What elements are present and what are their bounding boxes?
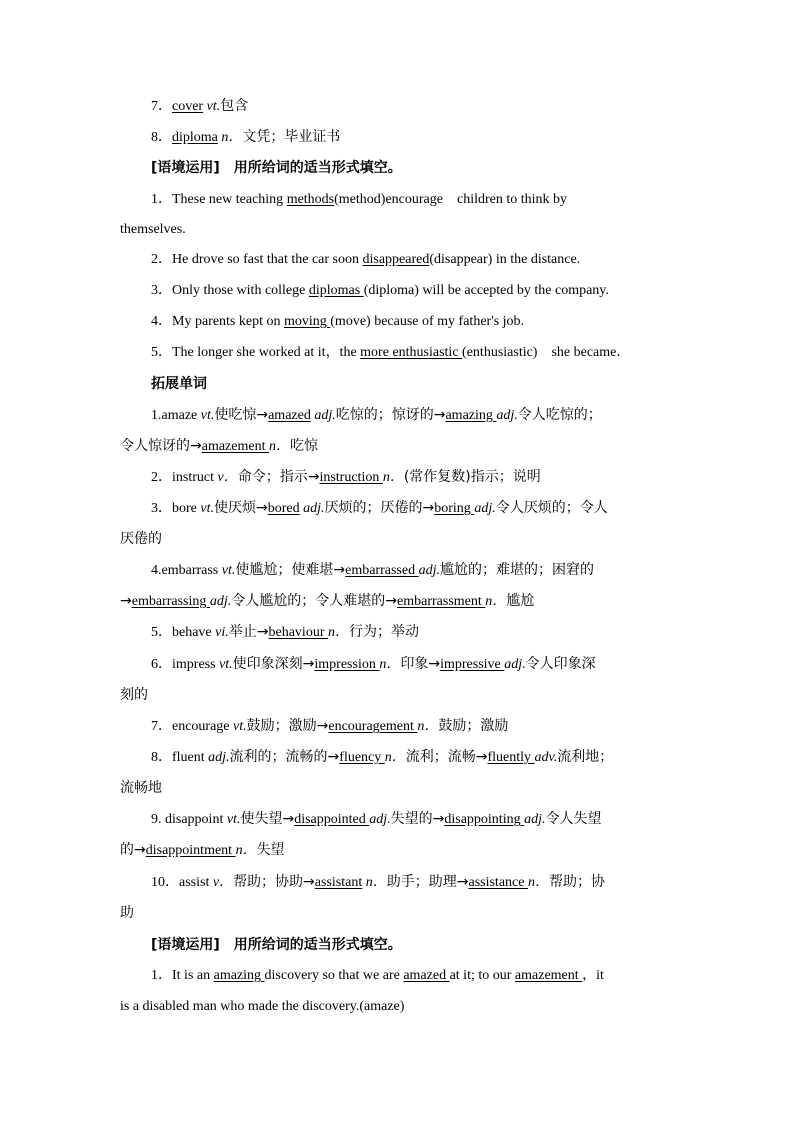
answer-blank: diplomas bbox=[308, 283, 364, 298]
answer-blank: boring bbox=[434, 501, 475, 516]
answer-blank: disappointment bbox=[145, 843, 236, 858]
expand-item-3-cont: 厌倦的 bbox=[120, 531, 162, 547]
answer-blank: cover bbox=[172, 99, 204, 114]
answer-blank: amazing bbox=[213, 968, 265, 983]
exercise-item-4: 4．My parents kept on moving (move) because of my father's job. bbox=[151, 314, 525, 329]
answer-blank: embarrassing bbox=[131, 594, 210, 609]
answer-blank: impressive bbox=[440, 657, 505, 672]
expand-item-10: 10．assist v．帮助；协助→assistant n．助手；助理→assistance n．帮助；协 bbox=[151, 874, 605, 890]
expand-item-8: 8．fluent adj.流利的；流畅的→fluency n．流利；流畅→fluently adv.流利地； bbox=[151, 749, 614, 765]
exercise-item-1: 1．These new teaching methods(method)encourage children to think by bbox=[151, 192, 568, 207]
answer-blank: amazed bbox=[268, 408, 311, 423]
answer-blank: amazement bbox=[514, 968, 583, 983]
exercise2-item-1: 1．It is an amazing discovery so that we are amazed at it; to our amazement ，it bbox=[151, 968, 604, 983]
answer-blank: assistant bbox=[314, 875, 363, 890]
expand-item-8-cont: 流畅地 bbox=[120, 780, 162, 796]
expand-header: 拓展单词 bbox=[151, 376, 207, 392]
answer-blank: fluency bbox=[339, 750, 385, 765]
answer-blank: behaviour bbox=[268, 625, 328, 640]
expand-item-3: 3．bore vt.使厌烦→bored adj.厌烦的；厌倦的→boring adj.令人厌烦的；令人 bbox=[151, 500, 608, 516]
expand-item-4-cont: →embarrassing adj.令人尴尬的；令人难堪的→embarrassment n．尴尬 bbox=[120, 593, 535, 609]
answer-blank: amazing bbox=[445, 408, 497, 423]
vocab-item-8: 8．diploma n．文凭；毕业证书 bbox=[151, 129, 341, 145]
answer-blank: methods bbox=[286, 192, 335, 207]
expand-item-4: 4.embarrass vt.使尴尬；使难堪→embarrassed adj.尴尬的；难堪的；困窘的 bbox=[151, 562, 594, 578]
answer-blank: bored bbox=[267, 501, 300, 516]
answer-blank: impression bbox=[314, 657, 380, 672]
answer-blank: fluently bbox=[487, 750, 535, 765]
answer-blank: embarrassment bbox=[397, 594, 486, 609]
answer-blank: embarrassed bbox=[345, 563, 419, 578]
answer-blank: amazement bbox=[201, 439, 269, 454]
expand-item-10-cont: 助 bbox=[120, 905, 134, 921]
exercise2-item-1-cont: is a disabled man who made the discovery.(amaze) bbox=[120, 999, 405, 1014]
exercise-item-3: 3．Only those with college diplomas (diploma) will be accepted by the company. bbox=[151, 283, 609, 298]
expand-item-7: 7．encourage vt.鼓励；激励→encouragement n．鼓励；激励 bbox=[151, 718, 509, 734]
section-header-2: [语境运用] 用所给词的适当形式填空。 bbox=[151, 937, 402, 953]
expand-item-9: 9. disappoint vt.使失望→disappointed adj.失望的→disappointing adj.令人失望 bbox=[151, 811, 602, 827]
answer-blank: disappointing bbox=[444, 812, 525, 827]
vocab-item-7: 7．cover vt.包含 bbox=[151, 98, 249, 114]
expand-item-5: 5．behave vi.举止→behaviour n．行为；举动 bbox=[151, 624, 419, 640]
expand-item-2: 2．instruct v．命令；指示→instruction n．(常作复数)指示；说明 bbox=[151, 469, 541, 485]
answer-blank: amazed bbox=[403, 968, 450, 983]
expand-item-1: 1.amaze vt.使吃惊→amazed adj.吃惊的；惊讶的→amazing adj.令人吃惊的； bbox=[151, 407, 602, 423]
exercise-item-5: 5．The longer she worked at it，the more enthusiastic (enthusiastic) she became． bbox=[151, 345, 631, 360]
answer-blank: instruction bbox=[319, 470, 383, 485]
exercise-item-1-cont: themselves. bbox=[120, 222, 186, 237]
expand-item-6-cont: 刻的 bbox=[120, 687, 148, 703]
answer-blank: disappointed bbox=[294, 812, 370, 827]
section-header: [语境运用] 用所给词的适当形式填空。 bbox=[151, 160, 402, 176]
answer-blank: moving bbox=[283, 314, 331, 329]
expand-item-1-cont: 令人惊讶的→amazement n．吃惊 bbox=[120, 438, 318, 454]
answer-blank: disappeared bbox=[362, 252, 430, 267]
answer-blank: more enthusiastic bbox=[360, 345, 463, 360]
exercise-item-2: 2．He drove so fast that the car soon disappeared(disappear) in the distance. bbox=[151, 252, 581, 267]
expand-item-9-cont: 的→disappointment n．失望 bbox=[120, 842, 285, 858]
expand-item-6: 6．impress vt.使印象深刻→impression n．印象→impressive adj.令人印象深 bbox=[151, 656, 596, 672]
answer-blank: diploma bbox=[172, 130, 218, 145]
answer-blank: assistance bbox=[468, 875, 528, 890]
answer-blank: encouragement bbox=[328, 719, 418, 734]
